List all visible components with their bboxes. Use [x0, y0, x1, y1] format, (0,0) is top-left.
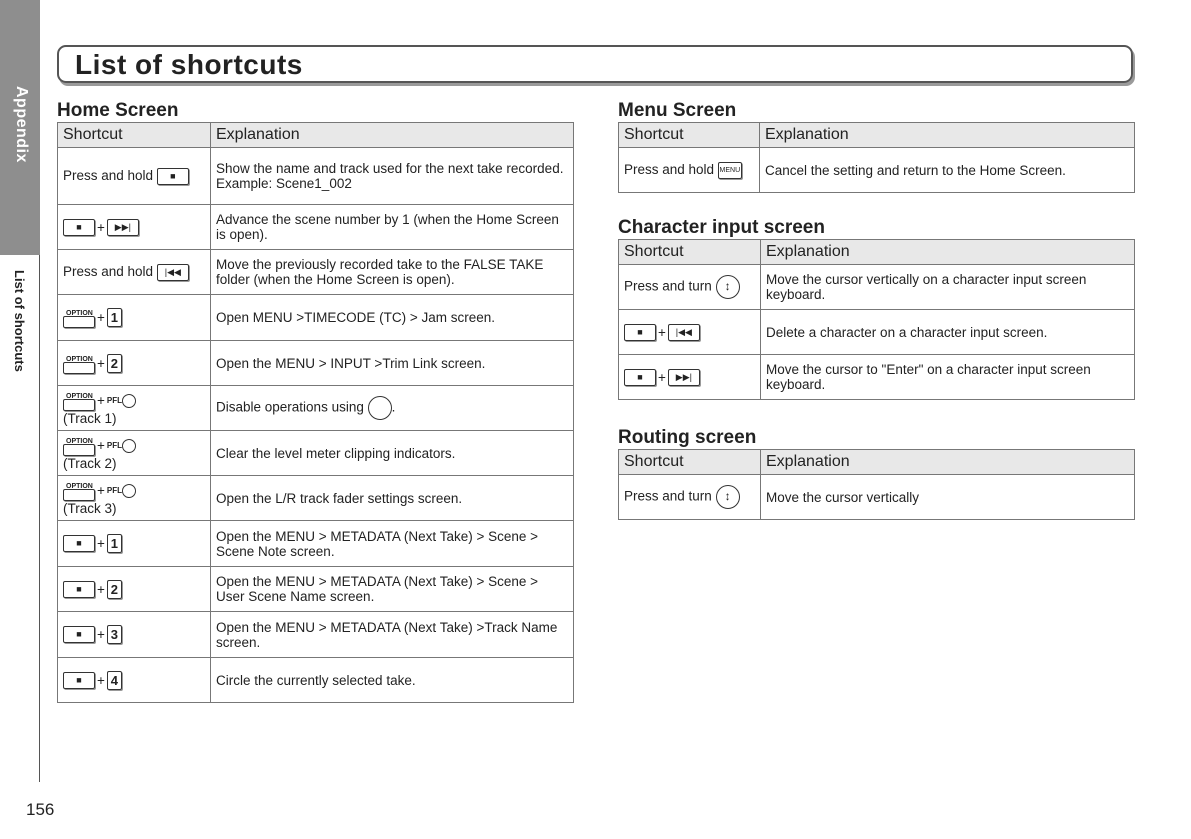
menu-screen-title: Menu Screen [618, 100, 737, 121]
table-row: ■ + 1 Open the MENU > METADATA (Next Take) > Scene > Scene Note screen. [58, 521, 574, 567]
sidebar-chapter-label: List of shortcuts [12, 270, 27, 372]
menu-key-icon: MENU [718, 162, 742, 179]
table-row: ■ + 3 Open the MENU > METADATA (Next Take) >Track Name screen. [58, 612, 574, 658]
stop-key-icon: ■ [157, 168, 189, 185]
table-row: Press and hold ■ Show the name and track used for the next take recorded. Example: Scene1_002 [58, 148, 574, 205]
dial-knob-icon: ↕ [716, 275, 740, 299]
routing-screen-title: Routing screen [618, 427, 757, 448]
stop-key-icon: ■ [63, 535, 95, 552]
dial-knob-icon: ↕ [716, 485, 740, 509]
table-row: OPTION + PFL (Track 3) Open the L/R track fader settings screen. [58, 476, 574, 521]
option-key-icon: OPTION [63, 399, 95, 411]
rewind-key-icon: |◀◀ [668, 324, 700, 341]
stop-key-icon: ■ [63, 672, 95, 689]
number-3-key-icon: 3 [107, 625, 122, 644]
home-screen-title: Home Screen [57, 100, 179, 121]
table-row: Press and hold |◀◀ Move the previously recorded take to the FALSE TAKE folder (when the Home Screen is open). [58, 250, 574, 295]
table-row: OPTION + 1 Open MENU >TIMECODE (TC) > Jam screen. [58, 295, 574, 341]
number-4-key-icon: 4 [107, 671, 122, 690]
number-2-key-icon: 2 [107, 354, 122, 373]
number-2-key-icon: 2 [107, 580, 122, 599]
sidebar-section-label: Appendix [13, 86, 30, 163]
pfl-knob-icon [122, 439, 136, 453]
col-shortcut-header: Shortcut [619, 240, 761, 265]
stop-key-icon: ■ [63, 626, 95, 643]
stop-key-icon: ■ [63, 581, 95, 598]
fast-forward-key-icon: ▶▶| [668, 369, 700, 386]
option-key-icon: OPTION [63, 444, 95, 456]
table-row: Press and turn ↕ Move the cursor vertically [619, 475, 1135, 520]
table-row: OPTION + 2 Open the MENU > INPUT >Trim Link screen. [58, 341, 574, 386]
table-row: Press and turn ↕ Move the cursor vertically on a character input screen keyboard. [619, 265, 1135, 310]
col-explanation-header: Explanation [761, 240, 1135, 265]
pfl-label: PFL [106, 441, 122, 450]
option-key-icon: OPTION [63, 362, 95, 374]
rewind-key-icon: |◀◀ [157, 264, 189, 281]
table-row: ■ + 2 Open the MENU > METADATA (Next Take) > Scene > User Scene Name screen. [58, 567, 574, 612]
menu-shortcuts-table [618, 122, 1135, 193]
stop-key-icon: ■ [624, 324, 656, 341]
pfl-knob-icon [122, 484, 136, 498]
table-row: Press and hold MENU Cancel the setting and return to the Home Screen. [619, 148, 1135, 193]
table-row: ■ + |◀◀ Delete a character on a character input screen. [619, 310, 1135, 355]
character-input-title: Character input screen [618, 217, 825, 238]
col-shortcut-header: Shortcut [619, 450, 761, 475]
pfl-label: PFL [106, 396, 122, 405]
page-title: List of shortcuts [75, 49, 303, 80]
character-input-table [618, 239, 1135, 400]
col-explanation-header: Explanation [211, 123, 574, 148]
col-shortcut-header: Shortcut [58, 123, 211, 148]
fast-forward-key-icon: ▶▶| [107, 219, 139, 236]
volume-knob-icon [368, 396, 392, 420]
col-explanation-header: Explanation [761, 450, 1135, 475]
page-title-box [57, 45, 1133, 83]
stop-key-icon: ■ [63, 219, 95, 236]
number-1-key-icon: 1 [107, 534, 122, 553]
routing-shortcuts-table [618, 449, 1135, 520]
table-row: ■ + 4 Circle the currently selected take. [58, 658, 574, 703]
table-row: OPTION + PFL (Track 2) Clear the level meter clipping indicators. [58, 431, 574, 476]
col-shortcut-header: Shortcut [619, 123, 760, 148]
home-shortcuts-table [57, 122, 574, 703]
table-row: OPTION + PFL (Track 1) Disable operations using . [58, 386, 574, 431]
option-key-icon: OPTION [63, 316, 95, 328]
stop-key-icon: ■ [624, 369, 656, 386]
option-key-icon: OPTION [63, 489, 95, 501]
number-1-key-icon: 1 [107, 308, 122, 327]
page-number: 156 [26, 800, 55, 819]
col-explanation-header: Explanation [760, 123, 1135, 148]
table-row: ■ + ▶▶| Move the cursor to "Enter" on a character input screen keyboard. [619, 355, 1135, 400]
table-row: ■ + ▶▶| Advance the scene number by 1 (when the Home Screen is open). [58, 205, 574, 250]
pfl-label: PFL [106, 486, 122, 495]
pfl-knob-icon [122, 394, 136, 408]
sidebar-divider [39, 255, 40, 782]
